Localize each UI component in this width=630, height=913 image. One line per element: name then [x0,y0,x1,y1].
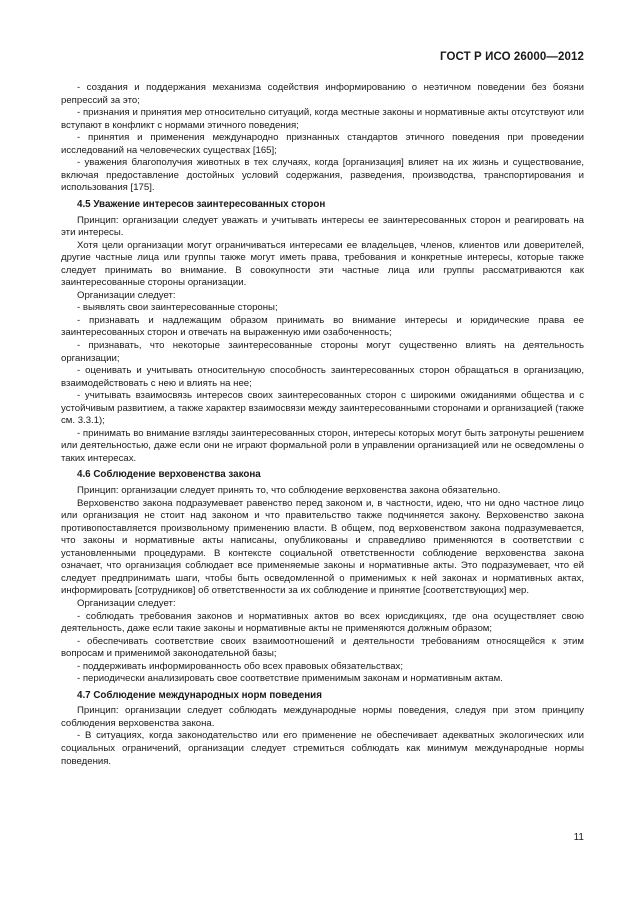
paragraph: - В ситуациях, когда законодательство или его применение не обеспечивает адекватных экологических или социальных ограничений, организации следует стремиться соблюдать как минимум международные нормы поведения. [61,730,584,767]
paragraph: - признания и принятия мер относительно ситуаций, когда местные законы и нормативные акты отсутствуют или вступают в конфликт с нормами этичного поведения; [61,107,584,131]
paragraph: - принятия и применения международно признанных стандартов этичного поведения при проведении исследований на человеческих существах [165]; [61,132,584,156]
paragraph: Хотя цели организации могут ограничиваться интересами ее владельцев, членов, клиентов или доверителей, другие частные лица или группы также могут иметь права, требования и конкретные интересы, которые также следует принимать во внимание. В совокупности эти частные лица или группы рассматриваются как заинтересованные стороны организации. [61,239,584,289]
paragraph: Принцип: организации следует уважать и учитывать интересы ее заинтересованных сторон и реагировать на эти интересы. [61,214,584,239]
section-heading-4-7: 4.7 Соблюдение международных норм поведения [77,689,322,701]
page-number: 11 [573,832,584,843]
page-content [61,82,584,768]
section-heading-4-5: 4.5 Уважение интересов заинтересованных сторон [77,198,326,210]
paragraph: - поддерживать информированность обо всех правовых обязательствах; [77,660,404,672]
paragraph: Организации следует: [77,289,176,301]
paragraph: - обеспечивать соответствие своих взаимоотношений и деятельности требованиям относящейся к этим вопросам и применимой законодательной базы; [61,635,584,660]
paragraph: - выявлять свои заинтересованные стороны; [77,302,278,314]
paragraph: - оценивать и учитывать относительную способность заинтересованных сторон обращаться в организацию, взаимодействовать с нею и влиять на нее; [61,365,584,389]
paragraph: - признавать, что некоторые заинтересованные стороны могут существенно влиять на деятельность организации; [61,339,584,364]
paragraph: Принцип: организации следует соблюдать международные нормы поведения, следуя при этом принципу соблюдения верховенства закона. [61,705,584,729]
paragraph: - периодически анализировать свое соответствие применимым законам и нормативным актам. [77,673,503,685]
document-header: ГОСТ Р ИСО 26000—2012 [439,51,584,63]
paragraph: - уважения благополучия животных в тех случаях, когда [организация] влияет на их жизнь и существование, включая предоставление достойных условий содержания, разведения, производства, транспортирования и использования [175]. [61,157,584,194]
paragraph: Принцип: организации следует принять то, что соблюдение верховенства закона обязательно. [77,485,501,497]
section-heading-4-6: 4.6 Соблюдение верховенства закона [77,469,261,481]
paragraph: Верховенство закона подразумевает равенство перед законом и, в частности, идею, что ни одно частное лицо или организация не стоит над законом и что правительство также подчиняется закону. Верховенство закона противопоставляется произвольному применению власти. В общем, под верховенством закона подразумевается, что законы и нормативные акты написаны, опубликованы и справедливо применяются в соответствии с установленными процедурами. В контексте социальной ответственности соблюдение верховенства закона означает, что организация соблюдает все применяемые законы и нормативные акты. Это подразумевает, что ей следует предпринимать шаги, чтобы быть осведомленной о применимых к ней законах и нормативных актах, информировать [сотрудников] об ответственности за их соблюдение и принятие [соответствующих] мер. [61,497,584,597]
paragraph: - признавать и надлежащим образом принимать во внимание интересы и юридические права ее заинтересованных сторон и отвечать на выраженную ими озабоченность; [61,314,584,339]
paragraph: - принимать во внимание взгляды заинтересованных сторон, интересы которых могут быть затронуты решением или деятельностью, даже если они не играют формальной роли в управлении организацией или не осведомлены о таких интересах. [61,427,584,464]
paragraph: - соблюдать требования законов и нормативных актов во всех юрисдикциях, где она осуществляет свою деятельность, даже если такие законы и нормативные акты не применяются должным образом; [61,610,584,635]
paragraph: - учитывать взаимосвязь интересов своих заинтересованных сторон с широкими ожиданиями общества и с устойчивым развитием, а также характер взаимосвязи между заинтересованными сторонами и организацией (также см. 3.3.1); [61,390,584,427]
paragraph: Организации следует: [77,597,176,609]
paragraph: - создания и поддержания механизма содействия информированию о неэтичном поведении без боязни репрессий за это; [61,82,584,106]
